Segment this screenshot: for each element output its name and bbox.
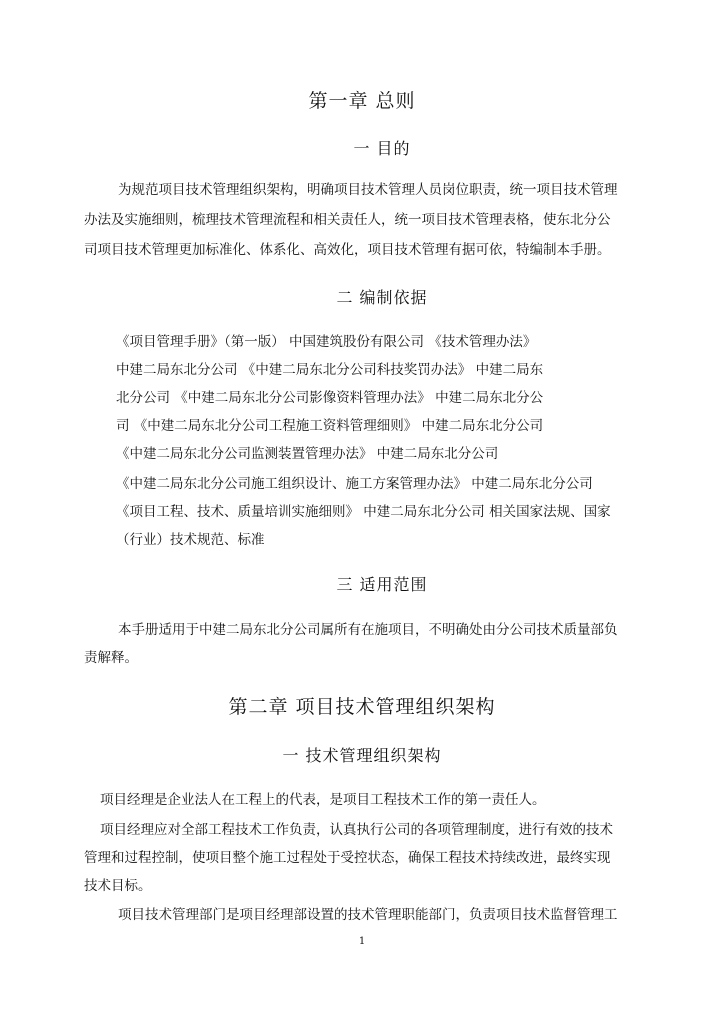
paragraph-line: 为规范项目技术管理组织架构，明确项目技术管理人员岗位职责，统一项目技术管理 [118, 182, 618, 198]
chapter-2-title: 第二章 项目技术管理组织架构 [228, 696, 496, 718]
paragraph-line: 办法及实施细则，梳理技术管理流程和相关责任人，统一项目技术管理表格，使东北分公 [84, 212, 611, 228]
reference-line: 《中建二局东北分公司监测装置管理办法》 中建二局东北分公司 [116, 446, 499, 462]
reference-line: 司 《中建二局东北分公司工程施工资料管理细则》 中建二局东北分公司 [116, 418, 544, 434]
reference-line: 中建二局东北分公司 《中建二局东北分公司科技奖罚办法》 中建二局东 [116, 362, 544, 378]
paragraph-line: 技术目标。 [84, 878, 152, 894]
paragraph-line: 项目经理应对全部工程技术工作负责，认真执行公司的各项管理制度，进行有效的技术 [100, 822, 613, 838]
paragraph-line: 司项目技术管理更加标准化、体系化、高效化，项目技术管理有据可依，特编制本手册。 [84, 242, 611, 258]
paragraph-line: 项目经理是企业法人在工程上的代表，是项目工程技术工作的第一责任人。 [100, 792, 546, 808]
reference-line: 《项目工程、技术、质量培训实施细则》 中建二局东北分公司 相关国家法规、国家 [116, 504, 611, 520]
reference-line: 《中建二局东北分公司施工组织设计、施工方案管理办法》 中建二局东北分公司 [116, 476, 593, 492]
paragraph-line: 管理和过程控制，使项目整个施工过程处于受控状态，确保工程技术持续改进，最终实现 [84, 850, 611, 866]
reference-line: 《项目管理手册》（第一版） 中国建筑股份有限公司 《技术管理办法》 [116, 334, 537, 350]
chapter-1-title: 第一章 总则 [308, 90, 416, 112]
paragraph-line: 本手册适用于中建二局东北分公司属所有在施项目，不明确处由分公司技术质量部负 [118, 622, 618, 638]
section-purpose-title: 一 目的 [353, 139, 411, 158]
reference-line: （行业）技术规范、标准 [116, 532, 265, 548]
section-org-title: 一 技术管理组织架构 [282, 746, 442, 765]
section-basis-title: 二 编制依据 [336, 288, 428, 307]
section-scope-title: 三 适用范围 [336, 575, 428, 594]
paragraph-line: 责解释。 [84, 650, 138, 666]
page-number: 1 [358, 936, 366, 947]
reference-line: 北分公司 《中建二局东北分公司影像资料管理办法》 中建二局东北分公 [116, 390, 544, 406]
paragraph-line: 项目技术管理部门是项目经理部设置的技术管理职能部门，负责项目技术监督管理工 [118, 907, 618, 923]
